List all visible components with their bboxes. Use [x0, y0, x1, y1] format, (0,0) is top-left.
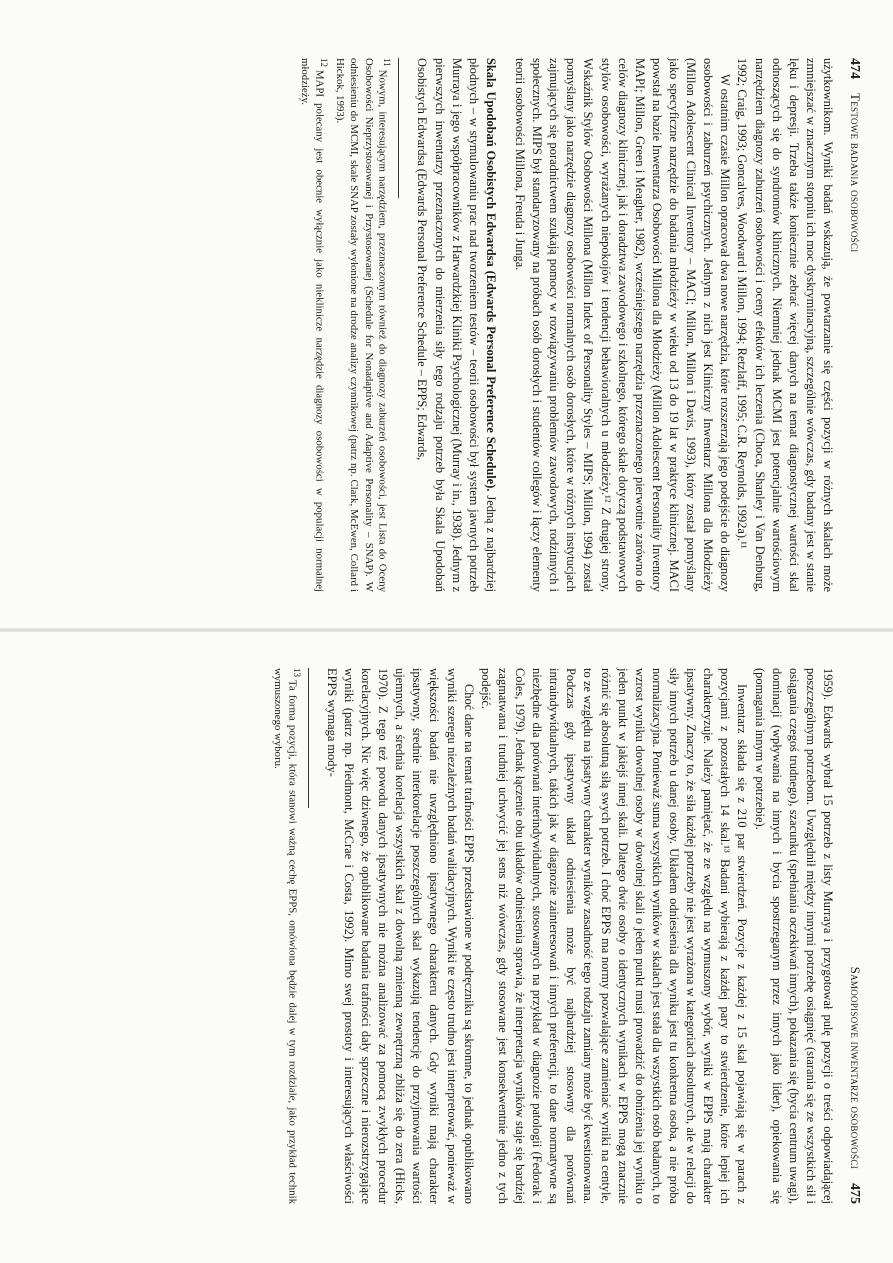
- footnote-text: MAPI polecany jest obecnie wyłącznie jako nieklinicze narzędzie diagnozy osobowości w populacji normalnej młodzieży.: [298, 58, 326, 592]
- footnote: [271, 668, 302, 1204]
- running-head-title: Testowe badania osobowości: [848, 93, 863, 253]
- footnote-text: Ta forma pozycji, która stanowi ważną cechę EPPS, omówiona będzie dalej w tym rozdziale, jako przykład technik wymuszonego wyboru.: [271, 668, 299, 1204]
- footnote-divider: [398, 58, 399, 198]
- footnote-number: 13: [291, 668, 302, 677]
- body-paragraph: użytkownikom. Wyniki badań wskazują, że powtarzanie się części pozycji w różnych skalach może zmniejszać w znacznym stopniu ich moc dyskryminacyjną, szczególnie wówczas, gdy badany jest w stanie lęku i depresji. Trzeba także koniecznie zebrać więcej danych na temat diagnostycznej wartości skal odnoszących się do syndromów klinicznych. Niemniej jednak MCMI jest potencjalnie wartościowym narzędziem diagnozy zaburzeń osobowości i oceny efektów ich leczenia (Choca, Shanley i Van Denburg, 1992; Craig, 1993; Goncalves, Woodward i Millon, 1994; Retzlaff, 1995; C.R. Reynolds, 1992a).¹¹: [735, 58, 835, 592]
- footnote: [298, 58, 329, 592]
- section-heading: Skala Upodobań Osobistych Edwardsa (Edwards Personal Preference Schedule).: [483, 58, 498, 492]
- footnote-number: 12: [318, 58, 329, 67]
- page-number: 475: [847, 1183, 862, 1204]
- body-paragraph: 1959). Edwards wybrał 15 potrzeb z listy Murraya i przygotował pulę pozycji o treści odpowiadającej poszczególnym potrzebom. Uwzględnił między innymi potrzebę osiągnięć (starania się ze wszystkich sił i osiągania czegoś trudnego), szacunku (spełniania oczekiwań innych), pokazania się (bycia centrum uwagi), dominacji (wpływania na innych i bycia spostrzeganym przez innych jako lider), opiekowania się (pomagania innym w potrzebie).: [752, 668, 835, 1204]
- left-page: [0, 20, 893, 620]
- footnote-divider: [308, 668, 309, 808]
- section-paragraph: [413, 58, 499, 592]
- running-head-right: [846, 668, 863, 1204]
- page-number: 474: [847, 58, 862, 79]
- page-gutter: [0, 628, 893, 632]
- running-head-title: Samoopisowe inwentarze osobowości: [848, 966, 863, 1169]
- footnote-number: 11: [382, 58, 393, 67]
- body-paragraph: Inwentarz składa się z 210 par stwierdzeń. Pozycje z każdej z 15 skal pojawiają się w parach z pozycjami z pozostałych 14 skal.¹³ Badani wybierają z każdej pary to stwierdzenie, które lepiej ich charakteryzuje. Należy pamiętać, że ze względu na wymuszony wybór, wyniki w EPPS mają charakter ipsatywny. Znaczy to, że siła każdej potrzeby nie jest wyrażona w kategoriach absolutnych, ale w relacji do siły innych potrzeb u danej osoby. Układem odniesienia dla wyniku jest tu konkretna osoba, a nie próba normalizacyjna. Ponieważ suma wszystkich wyników w skalach jest stała dla wszystkich osób badanych, to wzrost wyniku dowolnej osoby w dowolnej skali o jeden punkt musi prowadzić do obniżenia jej wyniku o jeden punkt w jakiejś innej skali. Dlatego dwie osoby o identycznych wynikach w EPPS mogą znacznie różnić się absolutną siłą swych potrzeb. I choć EPPS ma normy pozwalające zamieniać wyniki na centyle, to ze względu na ipsatywny charakter wyników zasadność tego rodzaju zamiany może być kwestionowana. Podczas gdy ipsatywny układ odniesienia może być najbardziej stosowny dla porównań intraindywidualnych, takich jak w diagnozie zainteresowań i innych preferencji, to dane normatywne są niezbędne dla porównań interindywidualnych, stosowanych na przykład w diagnozie patologii (Fedorak i Coles, 1979). Jednak łączenie obu układów odniesienia sprawia, że interpretacja wyników staje się bardziej zagmatwana i trudniej uchwycić jej sens niż wówczas, gdy stosowane jest konsekwentnie jedno z tych podejść.: [478, 668, 750, 1204]
- section-text: Jedną z najbardziej płodnych – w stymulowaniu prac nad tworzeniem testów – teorii osobowości był system jawnych potrzeb Murraya i jego współpracowników z Harwardzkiej Kliniki Psychologicznej (Murray i in., 1938). Jednym z pierwszych inwentarzy przeznaczonych do mierzenia siły tego rodzaju potrzeb była Skala Upodobań Osobistych Edwardsa (Edwards Personal Preference Schedule – EPPS; Edwards,: [415, 58, 498, 592]
- footnote-text: Nowym, interesującym narzędziem, przeznaczonym również do diagnozy zaburzeń osobowości, jest Lista do Oceny Osobowości Nieprzystosowanej i Przystosowanej (Schedule for Nonadaptive and Adaptive Personality – SNAP). W odniesieniu do MCMI, skale SNAP zostały wyłonione na drodze analizy czynnikowej (patrz np. Clark, McEwen, Collard i Hickok, 1993).: [334, 58, 389, 592]
- footnote: [333, 58, 393, 592]
- body-paragraph: Choć dane na temat trafności EPPS przedstawione w podręczniku są skromne, to jednak opublikowano wyniki szeregu niezależnych badań walidacyjnych. Wyniki te często trudno jest interpretować, ponieważ w większości badań nie uwzględniono ipsatywnego charakteru danych. Gdy wyniki mają charakter ipsatywny, średnie interkorelacje poszczególnych skal wykazują tendencję do przyjmowania wartości ujemnych, a średnia korelacja wszystkich skal z dowolną zmienną zewnętrzną zbliża się do zera (Hicks, 1970). Z tego też powodu danych ipsatywnych nie można analizować za pomocą zwykłych procedur korelacyjnych. Nic więc dziwnego, że opublikowane badania trafności dały sprzeczne i nierozstrzygające wyniki (patrz np. Piedmont, McCrae i Costa, 1992). Mimo swej prostoty i interesujących właściwości EPPS wymaga mody-: [324, 668, 476, 1204]
- running-head-left: [846, 58, 863, 592]
- right-page: [0, 640, 893, 1240]
- body-paragraph: W ostatnim czasie Millon opracował dwa nowe narzędzia, które rozszerzają jego podejście do diagnozy osobowości i zaburzeń psychicznych. Jednym z nich jest Kliniczny Inwentarz Millona dla Młodzieży (Millon Adolescent Clinical Inventory – MACI; Millon, Millon i Davis, 1993), który został pomyślany jako specyficzne narzędzie do badania młodzieży w wieku od 13 do 19 lat w praktyce klinicznej. MACI powstał na bazie Inwentarza Osobowości Millona dla Młodzieży (Millon Adolescent Personality Inventory MAPI; Millon, Green i Meagher, 1982), wcześniejszego narzędzia przeznaczonego pierwotnie zarówno do celów diagnozy klinicznej, jak i doradztwa zawodowego i szkolnego, którego skale dotyczą podstawowych stylów osobowości, wyrażanych niepokojów i tendencji behawioralnych u młodzieży.¹² Z drugiej strony, Wskaźnik Stylów Osobowości Millona (Millon Index of Personality Styles – MIPS; Millon, 1994) został pomyślany jako narzędzie diagnozy osobowości normalnych osób dorosłych, które w różnych instytucjach zajmujących się poradnictwem szukają pomocy w rozwiązywaniu problemów zawodowych, rodzinnych i społecznych. MIPS był standaryzowany na próbach osób dorosłych i studentów collegów i łączy elementy teorii osobowości Millona, Freuda i Junga.: [513, 58, 733, 592]
